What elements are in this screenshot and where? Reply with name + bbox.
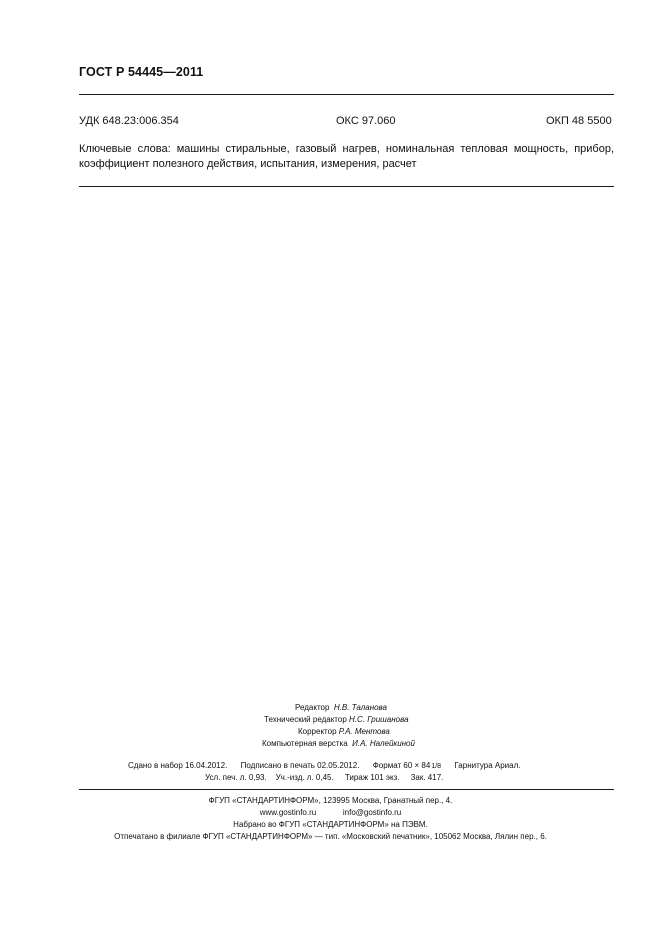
credit-layout: Компьютерная верстка И.А. Налейкиной xyxy=(262,739,415,748)
print-info-line2: Усл. печ. л. 0,93. Уч.-изд. л. 0,45. Тираж 101 экз. Зак. 417. xyxy=(205,773,444,782)
publisher-email[interactable]: info@gostinfo.ru xyxy=(342,808,402,817)
publisher-website[interactable]: www.gostinfo.ru xyxy=(259,808,317,817)
publisher-typeset: Набрано во ФГУП «СТАНДАРТИНФОРМ» на ПЭВМ. xyxy=(233,820,428,829)
publisher-contacts xyxy=(0,808,661,817)
okp-code: ОКП 48 5500 xyxy=(546,115,612,127)
credit-editor: Редактор Н.В. Таланова xyxy=(295,703,388,712)
keywords-text: Ключевые слова: машины стиральные, газовый нагрев, номинальная тепловая мощность, прибор, коэффициент полезного действия, испытания, измерения, расчет xyxy=(79,143,614,170)
oks-code: ОКС 97.060 xyxy=(336,115,396,127)
credit-tech-editor: Технический редактор Н.С. Гришанова xyxy=(264,715,409,724)
credits-block xyxy=(262,703,462,751)
keywords-divider xyxy=(79,186,614,187)
standard-code: ГОСТ Р 54445—2011 xyxy=(79,65,204,79)
publisher-printed: Отпечатано в филиале ФГУП «СТАНДАРТИНФОРМ» — тип. «Московский печатник», 105062 Москва, Лялин пер., 6. xyxy=(114,832,547,841)
print-info-line1: Сдано в набор 16.04.2012. Подписано в печать 02.05.2012. Формат 60 × 841/8 Гарнитура Ариал. xyxy=(128,761,521,770)
credit-corrector: Корректор Р.А. Ментова xyxy=(298,727,390,736)
udk-code: УДК 648.23:006.354 xyxy=(79,115,179,127)
footer-divider xyxy=(79,789,614,790)
header-divider xyxy=(79,94,614,95)
publisher-address: ФГУП «СТАНДАРТИНФОРМ», 123995 Москва, Гранатный пер., 4. xyxy=(208,796,453,805)
